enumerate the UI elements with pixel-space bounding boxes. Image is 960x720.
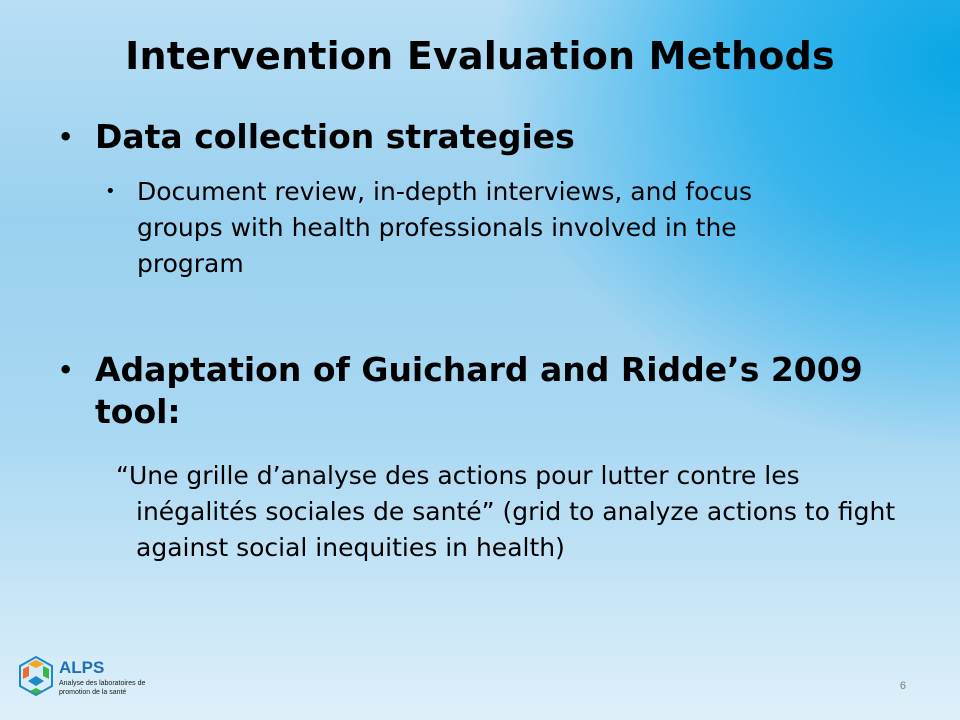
bullet-text: Adaptation of Guichard and Ridde’s 2009 tool: xyxy=(95,350,863,431)
slide-title: Intervention Evaluation Methods xyxy=(125,34,835,78)
sub-bullet-dot: • xyxy=(105,181,116,202)
bullet-dot: • xyxy=(58,356,74,384)
sub-bullet-text: Document review, in-depth interviews, and focus groups with health professionals involved in the program xyxy=(137,177,752,278)
tool-quote: “Une grille d’analyse des actions pour lutter contre les inégalités sociales de santé” (grid to analyze actions to fight against social inequities in health) xyxy=(116,461,896,562)
sub-bullet-methods xyxy=(105,174,825,282)
logo-tagline: Analyse des laboratoires de promotion de la santé xyxy=(59,680,146,696)
page-number: 6 xyxy=(899,680,906,692)
bullet-dot: • xyxy=(58,123,74,151)
bullet-data-collection xyxy=(58,116,888,158)
bullet-text: Data collection strategies xyxy=(95,117,575,156)
alps-logo xyxy=(14,654,154,710)
logo-name: ALPS xyxy=(59,658,105,677)
bullet-adaptation xyxy=(58,349,888,433)
alps-logo-icon xyxy=(14,654,58,698)
